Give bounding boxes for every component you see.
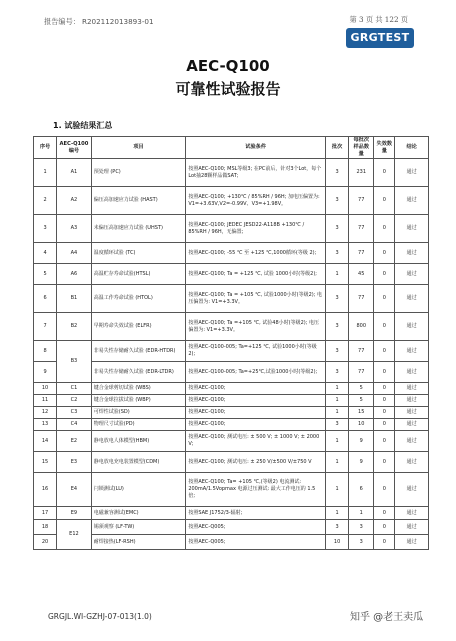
cell-condition: 按照AEC-Q100; 测试电压: ± 500 V; ± 1000 V; ± 2000 V;	[186, 431, 326, 452]
cell-condition: 按照AEC-Q100;	[186, 407, 326, 419]
cell-qty: 6	[349, 473, 374, 507]
cell-lots: 3	[326, 520, 349, 535]
cell-condition: 按照AEC-Q100;	[186, 383, 326, 395]
cell-code: A2	[57, 187, 92, 215]
cell-no: 11	[34, 395, 57, 407]
cell-result: 通过	[395, 473, 429, 507]
cell-lots: 3	[326, 362, 349, 383]
cell-result: 通过	[395, 187, 429, 215]
cell-lots: 3	[326, 187, 349, 215]
cell-fail: 0	[374, 362, 395, 383]
cell-qty: 77	[349, 362, 374, 383]
cell-code: E3	[57, 452, 92, 473]
cell-qty: 1	[349, 507, 374, 520]
grgtest-logo: GRGTEST	[346, 28, 414, 48]
cell-qty: 3	[349, 520, 374, 535]
cell-qty: 5	[349, 395, 374, 407]
cell-condition: 按照AEC-Q005;	[186, 520, 326, 535]
cell-condition: 按照AEC-Q100; MSL等级3; 在PC前后，针对3个Lot，每个Lot抽28颗样品做SAT;	[186, 159, 326, 187]
cell-condition: 按照AEC-Q100; -55 ℃ 至 +125 ℃,1000循环(等级 2);	[186, 243, 326, 264]
header-qty: 每批次样品数量	[349, 137, 374, 159]
cell-lots: 1	[326, 431, 349, 452]
cell-qty: 10	[349, 419, 374, 431]
cell-item: 非易失性存储耐久试验 (EDR-HTDR)	[91, 341, 186, 362]
cell-qty: 45	[349, 264, 374, 285]
table-row	[34, 473, 429, 507]
cell-lots: 1	[326, 395, 349, 407]
cell-result: 通过	[395, 395, 429, 407]
cell-qty: 3	[349, 535, 374, 550]
watermark-text: 知乎 @老王卖瓜	[350, 612, 424, 623]
cell-result: 通过	[395, 507, 429, 520]
cell-code: E2	[57, 431, 92, 452]
cell-qty: 231	[349, 159, 374, 187]
cell-fail: 0	[374, 520, 395, 535]
cell-item: 可焊性试验(SD)	[91, 407, 186, 419]
cell-result: 通过	[395, 535, 429, 550]
cell-lots: 1	[326, 507, 349, 520]
cell-item: 静电放电人体模型(HBM)	[91, 431, 186, 452]
cell-result: 通过	[395, 452, 429, 473]
cell-result: 通过	[395, 159, 429, 187]
table-row	[34, 395, 429, 407]
cell-condition: 按照AEC-Q100; 测试电压: ± 250 V/±500 V/±750 V	[186, 452, 326, 473]
cell-fail: 0	[374, 431, 395, 452]
table-row	[34, 313, 429, 341]
cell-item: 高温工作寿命试验 (HTOL)	[91, 285, 186, 313]
cell-no: 3	[34, 215, 57, 243]
cell-no: 17	[34, 507, 57, 520]
cell-condition: 按照AEC-Q100;	[186, 395, 326, 407]
table-row	[34, 431, 429, 452]
cell-item: 高温贮存寿命试验(HTSL)	[91, 264, 186, 285]
cell-no: 7	[34, 313, 57, 341]
report-number-value: R202112013893-01	[81, 17, 154, 26]
table-header-row	[34, 137, 429, 159]
cell-condition: 按照AEC-Q100; Ta = +125 ℃, 试验 1000小时(等级2);	[186, 264, 326, 285]
cell-lots: 3	[326, 159, 349, 187]
header-item: 项目	[91, 137, 186, 159]
cell-item: 未偏压高加速应力试验 (UHST)	[91, 215, 186, 243]
section-title: 1. 试验结果汇总	[53, 121, 113, 130]
cell-fail: 0	[374, 215, 395, 243]
cell-lots: 3	[326, 285, 349, 313]
cell-fail: 0	[374, 341, 395, 362]
cell-result: 通过	[395, 285, 429, 313]
cell-fail: 0	[374, 507, 395, 520]
cell-item: 非易失性存储耐久试验 (EDR-LTDR)	[91, 362, 186, 383]
report-number-label: 报告编号：	[44, 17, 80, 26]
header-lots: 批次	[326, 137, 349, 159]
table-row	[34, 243, 429, 264]
table-row	[34, 215, 429, 243]
cell-condition: 按照AEC-Q100-005; Ta=+25℃,试验1000小时(等级2);	[186, 362, 326, 383]
cell-code: C4	[57, 419, 92, 431]
cell-no: 16	[34, 473, 57, 507]
table-row	[34, 452, 429, 473]
cell-result: 通过	[395, 264, 429, 285]
cell-lots: 10	[326, 535, 349, 550]
cell-result: 通过	[395, 313, 429, 341]
cell-no: 14	[34, 431, 57, 452]
document-subtitle: 可靠性试验报告	[175, 80, 281, 98]
cell-fail: 0	[374, 452, 395, 473]
cell-result: 通过	[395, 419, 429, 431]
cell-lots: 3	[326, 243, 349, 264]
page-info: 第 3 页 共 122 页	[349, 15, 408, 24]
cell-lots: 1	[326, 473, 349, 507]
cell-qty: 800	[349, 313, 374, 341]
table-row	[34, 362, 429, 383]
cell-qty: 77	[349, 215, 374, 243]
cell-fail: 0	[374, 159, 395, 187]
cell-item: 静电放电充电装置模型(CDM)	[91, 452, 186, 473]
cell-item: 预处理 (PC)	[91, 159, 186, 187]
cell-qty: 77	[349, 187, 374, 215]
table-row	[34, 285, 429, 313]
cell-condition: 按照AEC-Q100; JEDEC JESD22-A118B +130℃ / 85%RH / 96H，无偏置;	[186, 215, 326, 243]
cell-item: 锡须观察 (LF-TW)	[91, 520, 186, 535]
cell-qty: 77	[349, 341, 374, 362]
cell-code: A3	[57, 215, 92, 243]
cell-result: 通过	[395, 383, 429, 395]
cell-lots: 3	[326, 419, 349, 431]
cell-code: B2	[57, 313, 92, 341]
cell-code: C2	[57, 395, 92, 407]
cell-fail: 0	[374, 395, 395, 407]
table-row	[34, 535, 429, 550]
cell-no: 13	[34, 419, 57, 431]
cell-fail: 0	[374, 419, 395, 431]
cell-fail: 0	[374, 407, 395, 419]
cell-condition: 按照AEC-Q100; Ta= +105 ℃,(等级2) 电流测试: 200mA/1.5Vopmax 电源过压测试: 最大工作电压的 1.5 倍;	[186, 473, 326, 507]
cell-result: 通过	[395, 243, 429, 264]
cell-lots: 3	[326, 341, 349, 362]
report-number	[44, 17, 156, 27]
header-no: 序号	[34, 137, 57, 159]
table-row	[34, 341, 429, 362]
header-fail: 失效数量	[374, 137, 395, 159]
cell-lots: 1	[326, 407, 349, 419]
cell-code: B3	[57, 341, 92, 383]
table-row	[34, 264, 429, 285]
cell-condition: 按照AEC-Q100; +130℃ / 85%RH / 96H; 加电压偏置为: V1=+3.63V,V2=-0.99V、V3=+1.98V。	[186, 187, 326, 215]
cell-condition: 按照AEC-Q100-005; Ta=+125 ℃, 试验1000小时(等级2);	[186, 341, 326, 362]
cell-code: A6	[57, 264, 92, 285]
cell-no: 4	[34, 243, 57, 264]
cell-fail: 0	[374, 313, 395, 341]
document-title: AEC-Q100	[186, 57, 270, 75]
cell-code: E12	[57, 520, 92, 550]
cell-no: 6	[34, 285, 57, 313]
cell-item: 耐焊接热(LF-RSH)	[91, 535, 186, 550]
cell-result: 通过	[395, 431, 429, 452]
table-row	[34, 383, 429, 395]
cell-item: 闩锁测试(LU)	[91, 473, 186, 507]
cell-no: 20	[34, 535, 57, 550]
results-table	[33, 136, 429, 550]
cell-no: 8	[34, 341, 57, 362]
cell-no: 2	[34, 187, 57, 215]
cell-condition: 按照AEC-Q100; Ta =+105 ℃, 试验48小时(等级2); 电压偏置为: V1=+3.3V。	[186, 313, 326, 341]
cell-item: 温度循环试验 (TC)	[91, 243, 186, 264]
cell-condition: 按照SAE J1752/3-辐射;	[186, 507, 326, 520]
cell-result: 通过	[395, 407, 429, 419]
cell-no: 1	[34, 159, 57, 187]
cell-lots: 3	[326, 313, 349, 341]
cell-qty: 15	[349, 407, 374, 419]
cell-qty: 9	[349, 431, 374, 452]
document-code: GRGJL.WI-GZHJ-07-013(1.0)	[48, 612, 152, 621]
cell-no: 15	[34, 452, 57, 473]
cell-item: 早期寿命失效试验 (ELFR)	[91, 313, 186, 341]
cell-fail: 0	[374, 383, 395, 395]
cell-condition: 按照AEC-Q100;	[186, 419, 326, 431]
cell-code: C3	[57, 407, 92, 419]
cell-fail: 0	[374, 473, 395, 507]
cell-code: A4	[57, 243, 92, 264]
cell-no: 10	[34, 383, 57, 395]
cell-lots: 3	[326, 215, 349, 243]
table-row	[34, 507, 429, 520]
cell-fail: 0	[374, 187, 395, 215]
table-row	[34, 419, 429, 431]
cell-result: 通过	[395, 215, 429, 243]
cell-no: 18	[34, 520, 57, 535]
cell-fail: 0	[374, 243, 395, 264]
cell-no: 5	[34, 264, 57, 285]
cell-condition: 按照AEC-Q005;	[186, 535, 326, 550]
cell-code: B1	[57, 285, 92, 313]
cell-code: E4	[57, 473, 92, 507]
cell-fail: 0	[374, 285, 395, 313]
cell-qty: 5	[349, 383, 374, 395]
table-row	[34, 520, 429, 535]
cell-result: 通过	[395, 362, 429, 383]
cell-fail: 0	[374, 264, 395, 285]
cell-code: A1	[57, 159, 92, 187]
cell-result: 通过	[395, 341, 429, 362]
table-row	[34, 407, 429, 419]
cell-fail: 0	[374, 535, 395, 550]
header-code: AEC-Q100 编号	[57, 137, 92, 159]
table-row	[34, 187, 429, 215]
cell-code: E9	[57, 507, 92, 520]
cell-qty: 9	[349, 452, 374, 473]
cell-lots: 1	[326, 452, 349, 473]
cell-lots: 1	[326, 383, 349, 395]
table-row	[34, 159, 429, 187]
cell-result: 通过	[395, 520, 429, 535]
cell-no: 9	[34, 362, 57, 383]
cell-qty: 77	[349, 243, 374, 264]
cell-no: 12	[34, 407, 57, 419]
cell-code: C1	[57, 383, 92, 395]
cell-item: 键合金球剪切试验 (WBS)	[91, 383, 186, 395]
cell-condition: 按照AEC-Q100; Ta = +105 ℃, 试验1000小时(等级2); 电压偏置为: V1=+3.3V。	[186, 285, 326, 313]
cell-qty: 77	[349, 285, 374, 313]
header-result: 结论	[395, 137, 429, 159]
cell-item: 电磁兼容测试(EMC)	[91, 507, 186, 520]
header-condition: 试验条件	[186, 137, 326, 159]
cell-item: 键合金球拉拔试验 (WBP)	[91, 395, 186, 407]
cell-item: 偏压高加速应力试验 (HAST)	[91, 187, 186, 215]
cell-lots: 1	[326, 264, 349, 285]
cell-item: 物理尺寸试验(PD)	[91, 419, 186, 431]
